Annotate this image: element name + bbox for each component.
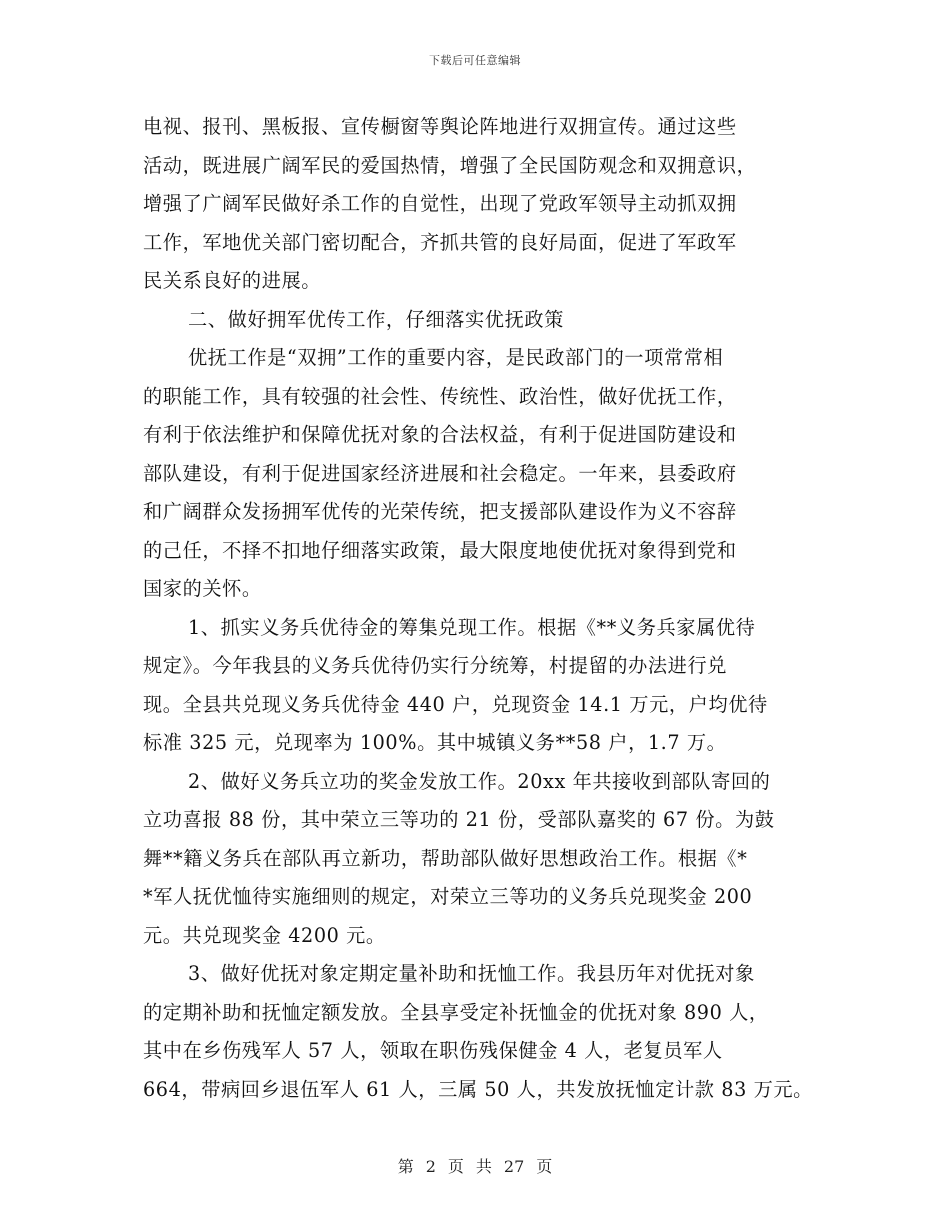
footer-prefix: 第 xyxy=(397,1157,414,1176)
text-line: 民关系良好的进展。 xyxy=(143,269,322,292)
text-line: 标准 325 元，兑现率为 100%。其中城镇义务**58 户，1.7 万。 xyxy=(143,731,727,754)
footer-total-pages: 27 xyxy=(503,1157,525,1176)
text-line: 优抚工作是“双拥”工作的重要内容，是民政部门的一项常常相 xyxy=(188,346,724,369)
footer-current-page: 2 xyxy=(425,1157,436,1176)
text-line: 立功喜报 88 份，其中荣立三等功的 21 份，受部队嘉奖的 67 份。为鼓 xyxy=(143,808,775,831)
text-line: 2、做好义务兵立功的奖金发放工作。20xx 年共接收到部队寄回的 xyxy=(188,769,771,793)
text-line: 电视、报刊、黑板报、宣传橱窗等舆论阵地进行双拥宣传。通过这些 xyxy=(143,115,737,138)
text-line: 和广阔群众发扬拥军优传的光荣传统，把支援部队建设作为义不容辞 xyxy=(143,500,737,523)
text-line: 有利于依法维护和保障优抚对象的合法权益，有利于促进国防建设和 xyxy=(143,423,737,446)
text-line: 规定》。今年我县的义务兵优待仍实行分统筹，村提留的办法进行兑 xyxy=(143,654,728,677)
text-line: 舞**籍义务兵在部队再立新功，帮助部队做好思想政治工作。根据《* xyxy=(143,846,748,870)
footer-suffix: 页 xyxy=(536,1157,553,1176)
text-line: *军人抚优恤待实施细则的规定，对荣立三等功的义务兵兑现奖金 200 xyxy=(143,885,753,908)
text-line: 1、抓实义务兵优待金的筹集兑现工作。根据《**义务兵家属优待 xyxy=(188,615,756,639)
document-body xyxy=(143,108,823,1109)
footer-total-word: 共 xyxy=(475,1157,492,1176)
text-line: 活动，既进展广阔军民的爱国热情，增强了全民国防观念和双拥意识， xyxy=(143,153,757,177)
text-line: 增强了广阔军民做好杀工作的自觉性，出现了党政军领导主动抓双拥 xyxy=(143,192,737,215)
text-line: 国家的关怀。 xyxy=(143,577,262,600)
footer-page-word: 页 xyxy=(447,1157,464,1176)
text-line: 3、做好优抚对象定期定量补助和抚恤工作。我县历年对优抚对象 xyxy=(188,962,755,985)
page-footer xyxy=(0,1154,950,1177)
text-line: 其中在乡伤残军人 57 人，领取在职伤残保健金 4 人，老复员军人 xyxy=(143,1039,723,1062)
text-line: 的己任，不择不扣地仔细落实政策，最大限度地使优抚对象得到党和 xyxy=(143,538,737,562)
text-line: 的职能工作，具有较强的社会性、传统性、政治性，做好优抚工作， xyxy=(143,384,737,408)
text-line: 部队建设，有利于促进国家经济进展和社会稳定。一年来，县委政府 xyxy=(143,461,737,485)
text-line: 现。全县共兑现义务兵优待金 440 户，兑现资金 14.1 万元，户均优待 xyxy=(143,692,768,716)
text-line: 工作，军地优关部门密切配合，齐抓共管的良好局面，促进了军政军 xyxy=(143,230,737,254)
text-line: 的定期补助和抚恤定额发放。全县享受定补抚恤金的优抚对象 890 人， xyxy=(143,1000,769,1024)
text-line: 二、做好拥军优传工作，仔细落实优抚政策 xyxy=(188,307,564,331)
text-line: 664，带病回乡退伍军人 61 人，三属 50 人，共发放抚恤定计款 83 万元。 xyxy=(143,1077,813,1101)
text-line: 元。共兑现奖金 4200 元。 xyxy=(143,923,386,947)
page-header-note: 下载后可任意编辑 xyxy=(429,54,521,67)
